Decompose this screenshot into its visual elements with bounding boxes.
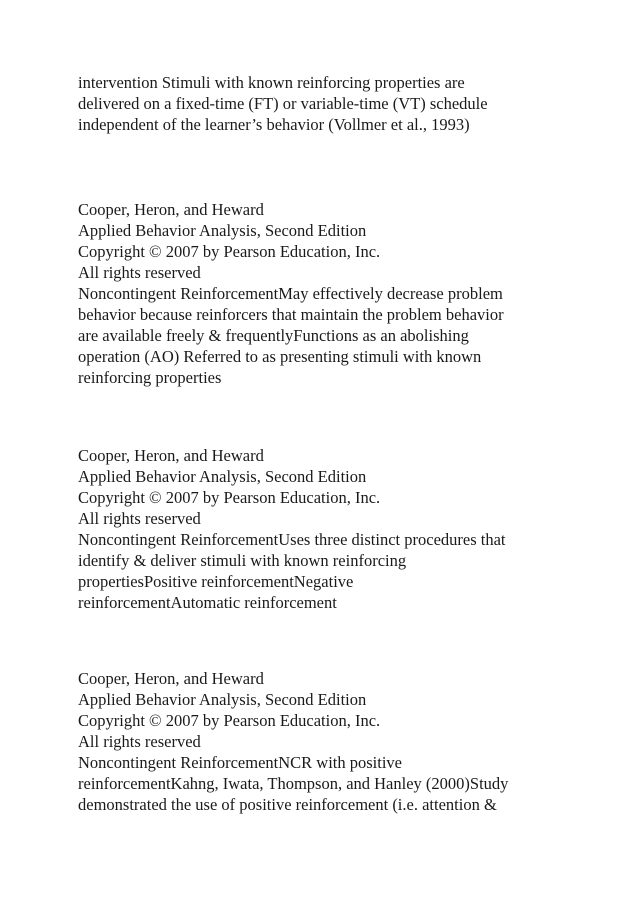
text-line: reinforcementKahng, Iwata, Thompson, and Hanley (2000)Study: [78, 774, 509, 793]
author-line: Cooper, Heron, and Heward: [78, 446, 264, 465]
text-line: reinforcementAutomatic reinforcement: [78, 593, 337, 612]
author-line: Cooper, Heron, and Heward: [78, 200, 264, 219]
author-line: Cooper, Heron, and Heward: [78, 669, 264, 688]
book-title-line: Applied Behavior Analysis, Second Edition: [78, 221, 367, 240]
copyright-line: Copyright © 2007 by Pearson Education, Inc.: [78, 488, 381, 507]
book-title-line: Applied Behavior Analysis, Second Edition: [78, 690, 367, 709]
text-line: Noncontingent ReinforcementNCR with positive: [78, 753, 402, 772]
text-block-slide-positive: [78, 668, 578, 815]
text-line: Noncontingent ReinforcementUses three distinct procedures that: [78, 530, 506, 549]
rights-line: All rights reserved: [78, 732, 201, 751]
copyright-line: Copyright © 2007 by Pearson Education, Inc.: [78, 711, 381, 730]
text-line: identify & deliver stimuli with known reinforcing: [78, 551, 407, 570]
text-line: behavior because reinforcers that maintain the problem behavior: [78, 305, 504, 324]
text-block-slide-procedures: [78, 445, 578, 613]
text-block-slide-ao: [78, 199, 578, 388]
text-line: intervention Stimuli with known reinforcing properties are: [78, 73, 465, 92]
text-line: demonstrated the use of positive reinforcement (i.e. attention &: [78, 795, 497, 814]
text-line: operation (AO) Referred to as presenting stimuli with known: [78, 347, 482, 366]
text-line: independent of the learner’s behavior (Vollmer et al., 1993): [78, 115, 470, 134]
text-block-intro: [78, 72, 578, 135]
rights-line: All rights reserved: [78, 263, 201, 282]
copyright-line: Copyright © 2007 by Pearson Education, Inc.: [78, 242, 381, 261]
text-line: reinforcing properties: [78, 368, 222, 387]
text-line: delivered on a fixed-time (FT) or variable-time (VT) schedule: [78, 94, 488, 113]
book-title-line: Applied Behavior Analysis, Second Edition: [78, 467, 367, 486]
text-line: Noncontingent ReinforcementMay effectively decrease problem: [78, 284, 503, 303]
rights-line: All rights reserved: [78, 509, 201, 528]
text-line: propertiesPositive reinforcementNegative: [78, 572, 354, 591]
text-line: are available freely & frequentlyFunctions as an abolishing: [78, 326, 469, 345]
